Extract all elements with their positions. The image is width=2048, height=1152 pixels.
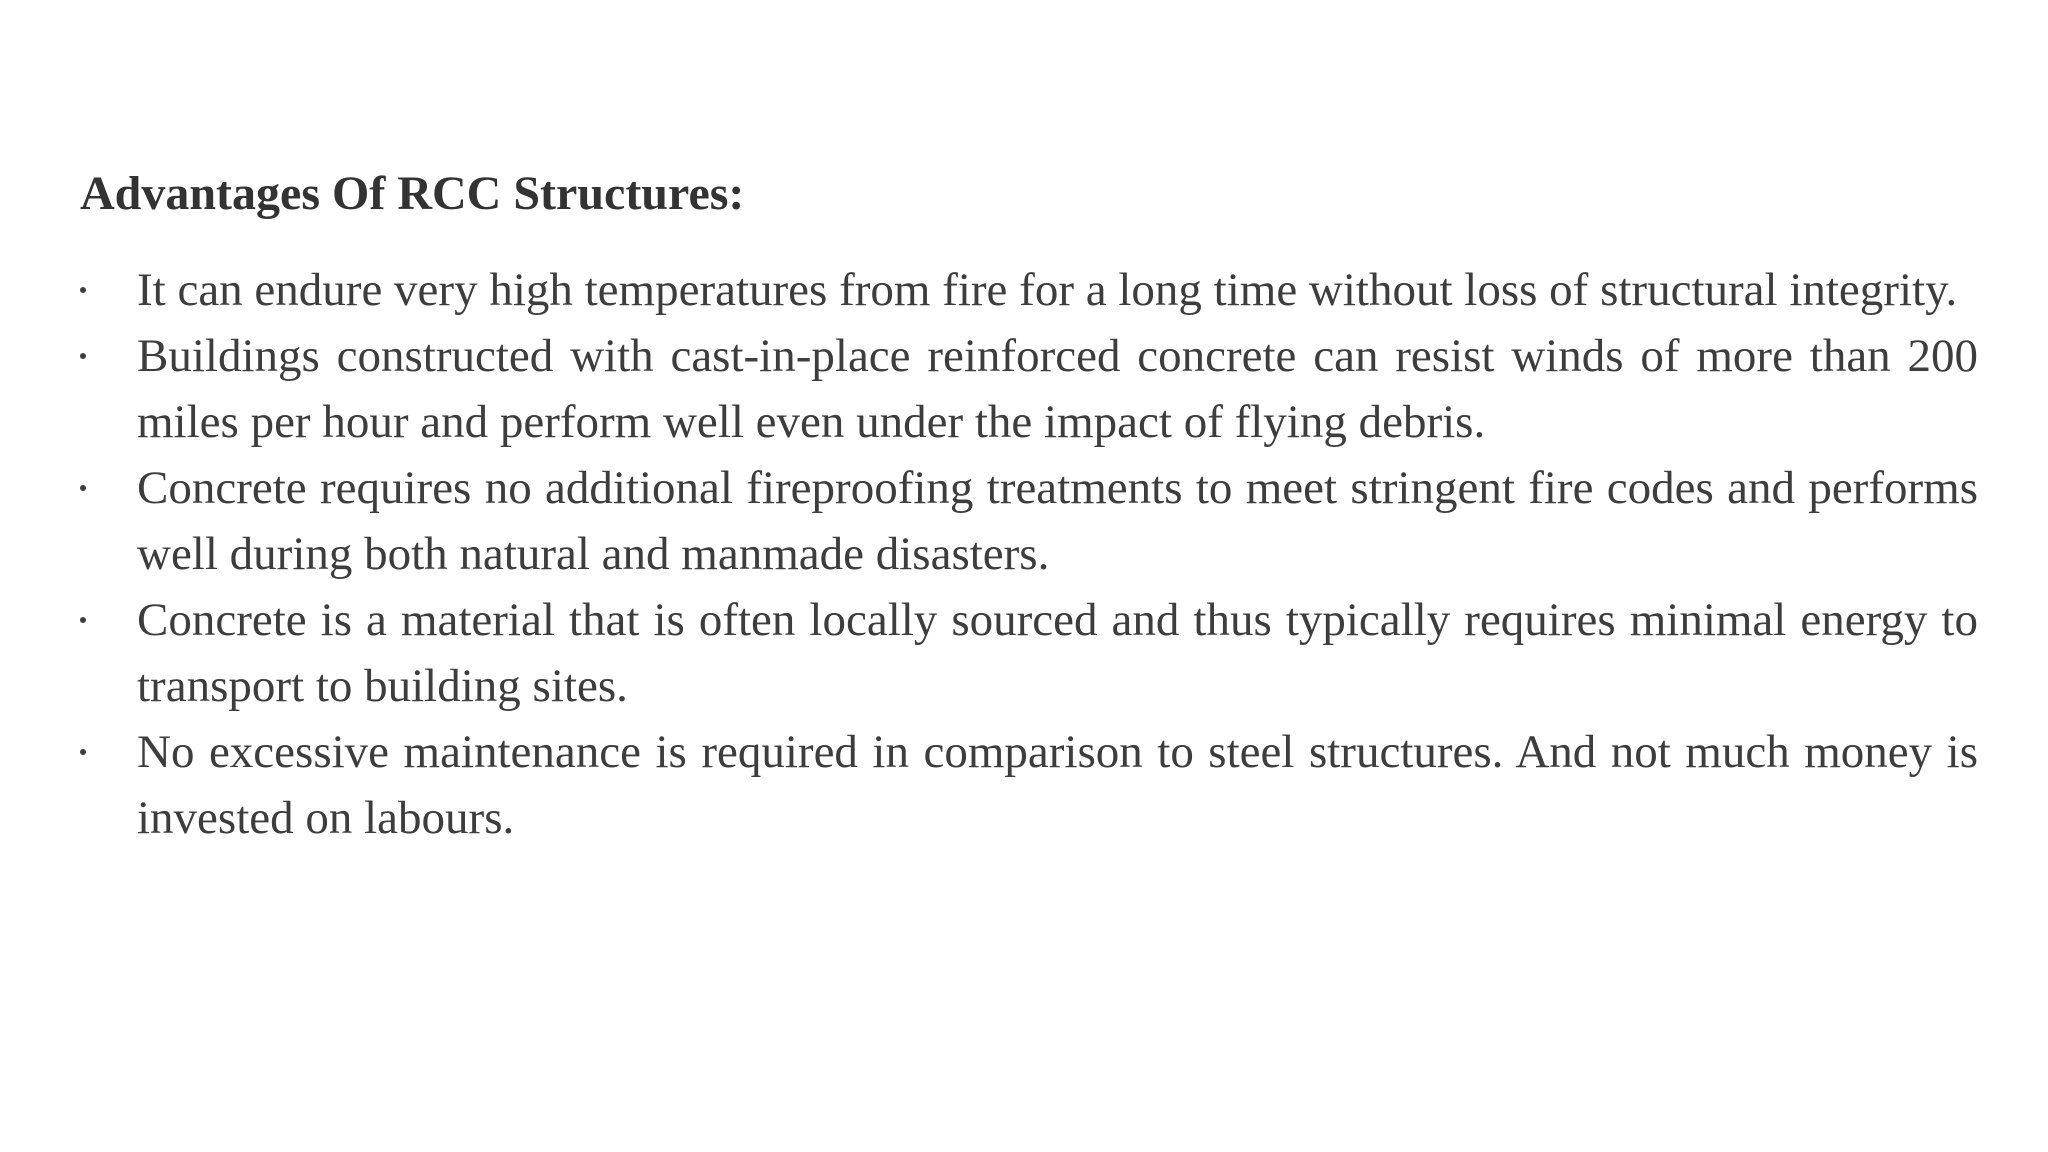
- bullet-icon: [80, 749, 86, 755]
- list-item: [80, 257, 1978, 323]
- list-item-text: No excessive maintenance is required in comparison to steel structures. And not much money is invested on labours.: [137, 726, 1978, 844]
- advantages-list: [80, 257, 1978, 851]
- slide-heading: Advantages Of RCC Structures:: [80, 167, 745, 220]
- list-item: [80, 323, 1978, 455]
- bullet-icon: [80, 287, 86, 293]
- bullet-icon: [80, 485, 86, 491]
- list-item: [80, 455, 1978, 587]
- bullet-icon: [80, 353, 86, 359]
- list-item-text: Concrete is a material that is often locally sourced and thus typically requires minimal energy to transport to building sites.: [137, 594, 1978, 712]
- list-item-text: It can endure very high temperatures from fire for a long time without loss of structural integrity.: [137, 264, 1958, 316]
- list-item: [80, 587, 1978, 719]
- list-item-text: Concrete requires no additional fireproofing treatments to meet stringent fire codes and performs well during both natural and manmade disasters.: [137, 462, 1978, 580]
- list-item: [80, 719, 1978, 851]
- bullet-icon: [80, 617, 86, 623]
- list-item-text: Buildings constructed with cast-in-place reinforced concrete can resist winds of more than 200 miles per hour and perform well even under the impact of flying debris.: [137, 330, 1978, 448]
